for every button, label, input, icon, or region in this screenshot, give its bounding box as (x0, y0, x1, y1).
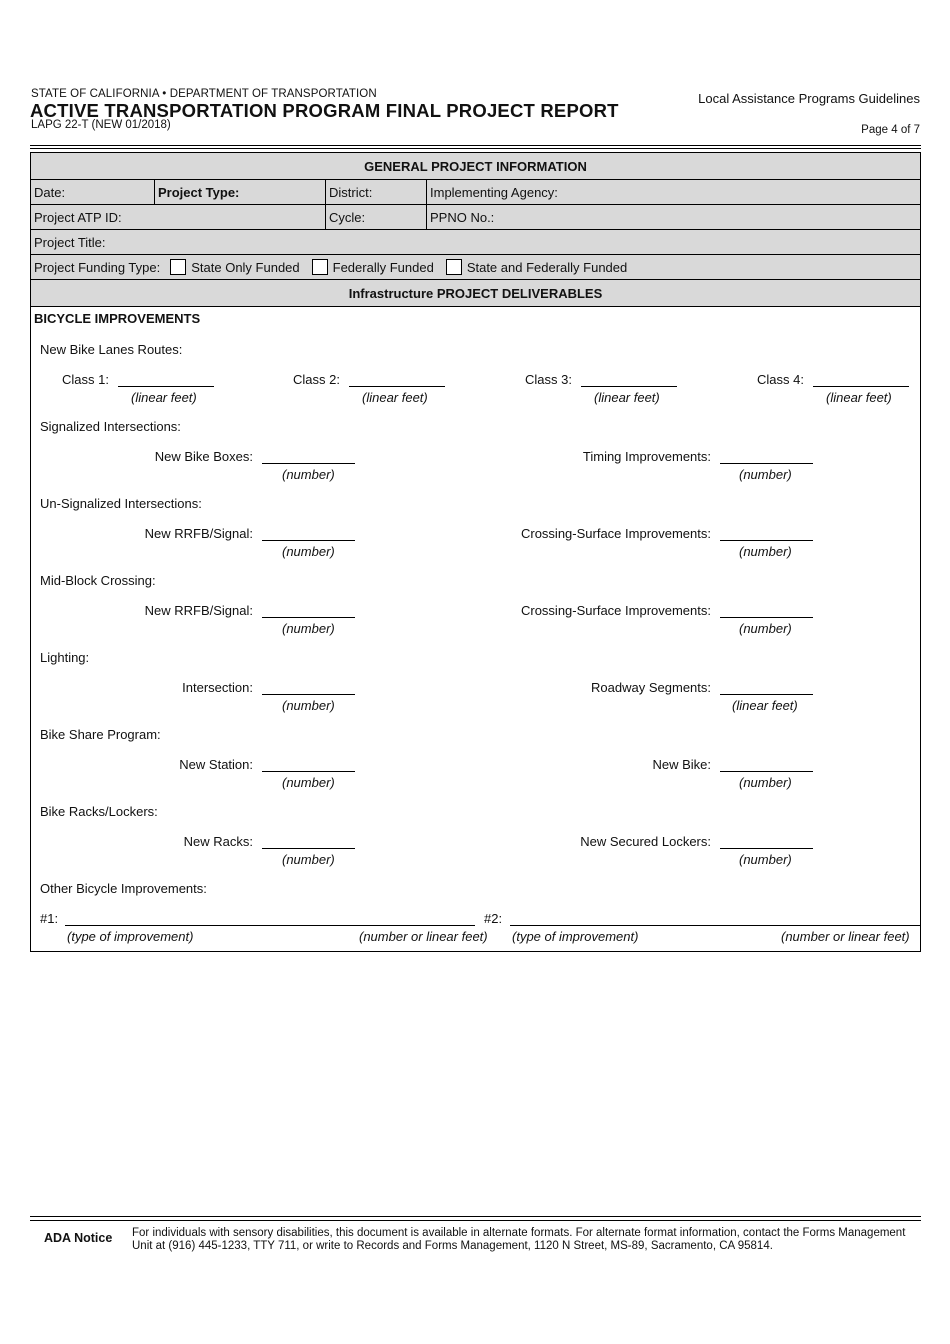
unsignalized-crossing-input[interactable] (720, 540, 813, 541)
group-unsignalized-label: Un-Signalized Intersections: (40, 496, 202, 511)
class-2-label: Class 2: (293, 372, 340, 387)
class-1-label: Class 1: (62, 372, 109, 387)
new-racks-input[interactable] (262, 848, 355, 849)
lighting-intersection-label: Intersection: (182, 680, 253, 695)
unsignalized-rrfb-input[interactable] (262, 540, 355, 541)
footer-rule-2 (30, 1220, 921, 1221)
timing-improvements-label: Timing Improvements: (582, 449, 711, 464)
class-4-input[interactable] (813, 386, 909, 387)
new-station-label: New Station: (179, 757, 253, 772)
form-id: LAPG 22-T (NEW 01/2018) (31, 119, 171, 131)
new-racks-label: New Racks: (183, 834, 253, 849)
funding-type-row (31, 255, 920, 280)
general-row-1 (31, 180, 920, 205)
project-title-field[interactable] (31, 230, 920, 254)
roadway-segments-unit: (linear feet) (732, 698, 798, 713)
header-rule-2 (30, 148, 921, 149)
funding-type-label: Project Funding Type: (34, 259, 161, 275)
deliverables-heading-text: Infrastructure PROJECT DELIVERABLES (348, 285, 603, 301)
district-label: District: (329, 184, 373, 200)
unsignalized-crossing-unit: (number) (739, 544, 792, 559)
atp-id-field[interactable] (31, 205, 326, 229)
new-bike-input[interactable] (720, 771, 813, 772)
class-3-label: Class 3: (525, 372, 572, 387)
new-bike-label: New Bike: (652, 757, 711, 772)
federally-funded-checkbox[interactable] (312, 259, 328, 275)
midblock-rrfb-input[interactable] (262, 617, 355, 618)
midblock-crossing-unit: (number) (739, 621, 792, 636)
class-4-label: Class 4: (757, 372, 804, 387)
group-lighting-label: Lighting: (40, 650, 90, 665)
other-1-type-hint: (type of improvement) (67, 929, 194, 944)
new-racks-unit: (number) (282, 852, 335, 867)
new-bike-boxes-unit: (number) (282, 467, 335, 482)
midblock-rrfb-label: New RRFB/Signal: (144, 603, 253, 618)
class-4-unit: (linear feet) (826, 390, 892, 405)
class-2-input[interactable] (349, 386, 445, 387)
new-lockers-input[interactable] (720, 848, 813, 849)
new-lockers-label: New Secured Lockers: (580, 834, 711, 849)
unsignalized-rrfb-unit: (number) (282, 544, 335, 559)
timing-improvements-unit: (number) (739, 467, 792, 482)
midblock-crossing-input[interactable] (720, 617, 813, 618)
timing-improvements-input[interactable] (720, 463, 813, 464)
new-bike-boxes-label: New Bike Boxes: (154, 449, 253, 464)
group-signalized-label: Signalized Intersections: (40, 419, 181, 434)
other-improvements-label: Other Bicycle Improvements: (40, 881, 207, 896)
bike-lanes-label: New Bike Lanes Routes: (40, 342, 183, 357)
general-row-3 (31, 230, 920, 255)
footer-rule (30, 1216, 921, 1217)
deliverables-body (31, 307, 920, 951)
other-2-input[interactable] (510, 925, 920, 926)
unsignalized-rrfb-label: New RRFB/Signal: (144, 526, 253, 541)
general-info-heading-text: GENERAL PROJECT INFORMATION (364, 158, 587, 174)
midblock-rrfb-unit: (number) (282, 621, 335, 636)
new-lockers-unit: (number) (739, 852, 792, 867)
project-report-form (30, 152, 921, 952)
state-and-federal-checkbox[interactable] (446, 259, 462, 275)
atp-id-label: Project ATP ID: (34, 209, 122, 225)
general-info-heading (31, 153, 920, 180)
ppno-label: PPNO No.: (430, 209, 495, 225)
midblock-crossing-label: Crossing-Surface Improvements: (520, 603, 711, 618)
state-only-checkbox[interactable] (170, 259, 186, 275)
implementing-agency-field[interactable] (427, 180, 920, 204)
other-1-label: #1: (40, 911, 59, 926)
group-bikeshare-label: Bike Share Program: (40, 727, 161, 742)
ada-notice-label: ADA Notice (44, 1231, 113, 1245)
other-2-label: #2: (484, 911, 503, 926)
other-2-type-hint: (type of improvement) (512, 929, 639, 944)
agency-name: STATE OF CALIFORNIA • DEPARTMENT OF TRANSPORTATION (31, 88, 377, 100)
ppno-field[interactable] (427, 205, 920, 229)
cycle-label: Cycle: (329, 209, 366, 225)
implementing-agency-label: Implementing Agency: (430, 184, 558, 200)
unsignalized-crossing-label: Crossing-Surface Improvements: (520, 526, 711, 541)
page-number: Page 4 of 7 (861, 124, 920, 136)
new-bike-boxes-input[interactable] (262, 463, 355, 464)
funding-option-state[interactable] (160, 259, 299, 275)
new-station-input[interactable] (262, 771, 355, 772)
cycle-field[interactable] (326, 205, 427, 229)
deliverables-heading (31, 280, 920, 307)
ada-notice-text: For individuals with sensory disabilities, this document is available in alternate formats. For alternate format information, contact the Forms Management Unit at (916) 445-1233, TTY 711, or write to Records and Forms Management, 1120 N Street, MS-89, Sacramento, CA 95814. (132, 1227, 906, 1252)
district-field[interactable] (326, 180, 427, 204)
date-field[interactable] (31, 180, 155, 204)
roadway-segments-label: Roadway Segments: (591, 680, 711, 695)
group-midblock-label: Mid-Block Crossing: (40, 573, 156, 588)
guidelines-label: Local Assistance Programs Guidelines (698, 91, 920, 106)
class-1-input[interactable] (118, 386, 214, 387)
other-1-input[interactable] (65, 925, 475, 926)
class-2-unit: (linear feet) (362, 390, 428, 405)
funding-option-federal[interactable] (302, 259, 434, 275)
state-only-label: State Only Funded (191, 259, 300, 275)
state-and-federal-label: State and Federally Funded (466, 259, 628, 275)
header-rule (30, 145, 921, 146)
project-type-label: Project Type: (158, 184, 240, 200)
project-type-field[interactable] (155, 180, 326, 204)
other-2-qty-hint: (number or linear feet) (781, 929, 910, 944)
class-3-unit: (linear feet) (594, 390, 660, 405)
new-bike-unit: (number) (739, 775, 792, 790)
project-title-label: Project Title: (34, 234, 106, 250)
general-row-2 (31, 205, 920, 230)
class-3-input[interactable] (581, 386, 677, 387)
class-1-unit: (linear feet) (131, 390, 197, 405)
bicycle-heading: BICYCLE IMPROVEMENTS (34, 311, 201, 326)
form-title: ACTIVE TRANSPORTATION PROGRAM FINAL PROJECT REPORT (30, 100, 619, 121)
federally-funded-label: Federally Funded (332, 259, 434, 275)
funding-option-both[interactable] (436, 259, 627, 275)
roadway-segments-input[interactable] (720, 694, 813, 695)
lighting-intersection-input[interactable] (262, 694, 355, 695)
lighting-intersection-unit: (number) (282, 698, 335, 713)
other-1-qty-hint: (number or linear feet) (359, 929, 488, 944)
date-label: Date: (34, 184, 66, 200)
group-racks-label: Bike Racks/Lockers: (40, 804, 158, 819)
new-station-unit: (number) (282, 775, 335, 790)
